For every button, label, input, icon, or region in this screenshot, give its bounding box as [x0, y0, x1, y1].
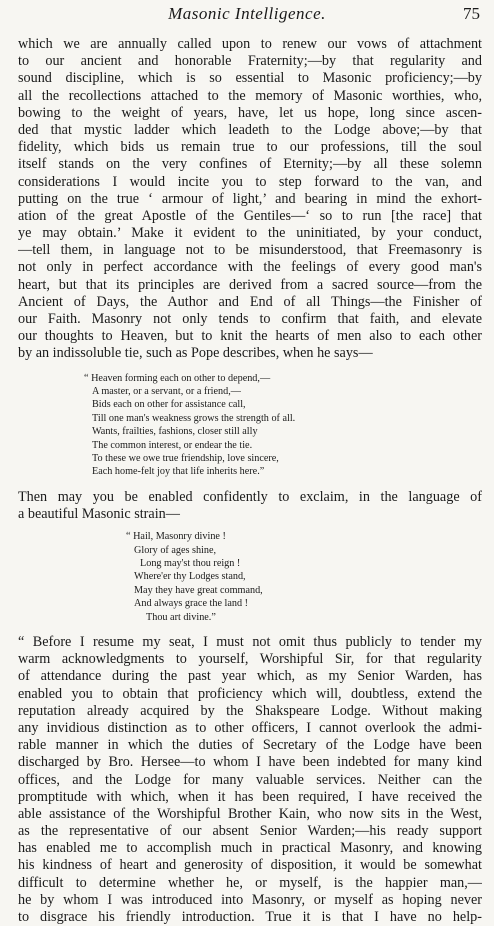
verse-line: A master, or a servant, or a friend,—: [92, 385, 241, 397]
text-line: Ancient of Days, the Author and End of all Things—the Finisher of: [18, 293, 482, 310]
text-line: “ Before I resume my seat, I must not omit thus publicly to tender my: [18, 634, 482, 651]
text-line: of attendance during the past year which, as my Senior Warden, has: [18, 668, 482, 685]
text-line: putting on the true ‘ armour of light,’ and bearing in mind the exhort-: [18, 190, 482, 207]
verse-pope-quotation: [84, 372, 482, 479]
verse-line: The common interest, or endear the tie.: [92, 439, 253, 451]
verse-line: Bids each on other for assistance call,: [92, 399, 246, 411]
text-line: ation of the great Apostle of the Gentiles—‘ so to run [the race] that: [18, 207, 482, 224]
text-line: bowing to the weight of years, have, let us hope, long since ascen-: [18, 104, 482, 121]
text-line: considerations I would incite you to step forward to the van, and: [18, 173, 482, 190]
verse-line: May they have great command,: [134, 584, 263, 596]
text-line: as the representative of our absent Senior Warden;—his ready support: [18, 823, 482, 840]
verse-line: Glory of ages shine,: [134, 544, 217, 556]
text-line: ded that mystic ladder which leadeth to the Lodge above;—by that: [18, 121, 482, 138]
page-body: [18, 36, 482, 926]
verse-line: Thou art divine.”: [146, 611, 216, 623]
paragraph-exhortation: [18, 36, 482, 363]
text-line: discharged by Bro. Hersee—to whom I have been indebted for many kind: [18, 754, 482, 771]
text-line: able assistance of the Worshipful Brother Kain, who now sits in the West,: [18, 805, 482, 822]
text-line: warm acknowledgments to yourself, Worshipful Sir, for that regularity: [18, 651, 482, 668]
verse-hail-masonry: [126, 530, 482, 624]
verse-line: Till one man's weakness grows the strength of all.: [92, 412, 296, 424]
verse-line: Each home-felt joy that life inherits here.”: [92, 466, 265, 478]
text-line: ye may obtain.’ Make it evident to the uninitiated, by your conduct,: [18, 225, 482, 242]
text-line: sound discipline, which is so essential to Masonic proficiency;—by: [18, 70, 482, 87]
text-line: to our ancient and honorable Fraternity;—by that regularity and: [18, 53, 482, 70]
verse-line: To these we owe true friendship, love sincere,: [92, 453, 279, 464]
paragraph-acknowledgments: [18, 634, 482, 926]
verse-line: “ Hail, Masonry divine !: [126, 531, 226, 543]
verse-line: Long may'st thou reign !: [140, 558, 241, 569]
text-line: itself stands on the very confines of Eternity;—by all these solemn: [18, 156, 482, 173]
text-line: offices, and the Lodge for many valuable services. Neither can the: [18, 771, 482, 788]
text-line: —tell them, in language not to be misunderstood, that Freemasonry is: [18, 242, 482, 259]
text-line: to disgrace his friendly introduction. True it is that I have no help-: [18, 909, 482, 926]
text-line: heart, but that its principles are derived from a sacred source—from the: [18, 276, 482, 293]
page-header: [0, 4, 494, 26]
text-line: which we are annually called upon to renew our vows of attachment: [18, 36, 482, 52]
page-number: 75: [463, 4, 480, 23]
verse-line: Wants, frailties, fashions, closer still ally: [92, 426, 258, 438]
text-line: difficult to determine whether he, or myself, is the happier man,—: [18, 874, 482, 891]
text-line: our Faith. Masonry not only tends to confirm that faith, and elevate: [18, 311, 482, 327]
paragraph-masonic-strain: [18, 489, 482, 523]
text-line: fidelity, which bids us remain true to our professions, till the soul: [18, 139, 482, 156]
verse-line: “ Heaven forming each on other to depend,—: [84, 372, 271, 384]
text-line: rable manner in which the duties of Secretary of the Lodge have been: [18, 737, 482, 754]
verse-line: Where'er thy Lodges stand,: [134, 571, 246, 583]
text-line: not only in perfect accordance with the feelings of every good man's: [18, 259, 482, 276]
text-line: Then may you be enabled confidently to exclaim, in the language of: [18, 488, 482, 505]
text-line: promptitude with which, when it has been required, I have received the: [18, 788, 482, 805]
text-line: his kindness of heart and generosity of disposition, it would be somewhat: [18, 857, 482, 874]
text-line: a beautiful Masonic strain—: [18, 506, 180, 522]
running-title: Masonic Intelligence.: [168, 4, 326, 23]
text-line: reputation already acquired by the Shakspeare Lodge. Without making: [18, 702, 482, 719]
text-line: he by whom I was introduced into Masonry, or myself as hoping never: [18, 891, 482, 908]
text-line: any invidious distinction as to other officers, I cannot overlook the admi-: [18, 719, 482, 736]
text-line: enabled you to obtain that proficiency which will, doubtless, extend the: [18, 685, 482, 702]
text-line: by an indissoluble tie, such as Pope describes, when he says—: [18, 345, 373, 362]
text-line: our thoughts to Heaven, but to knit the hearts of men also to each other: [18, 328, 482, 345]
text-line: has enabled me to accomplish much in practical Masonry, and knowing: [18, 840, 482, 857]
verse-line: And always grace the land !: [134, 598, 248, 610]
text-line: all the recollections attached to the memory of Masonic worthies, who,: [18, 87, 482, 104]
